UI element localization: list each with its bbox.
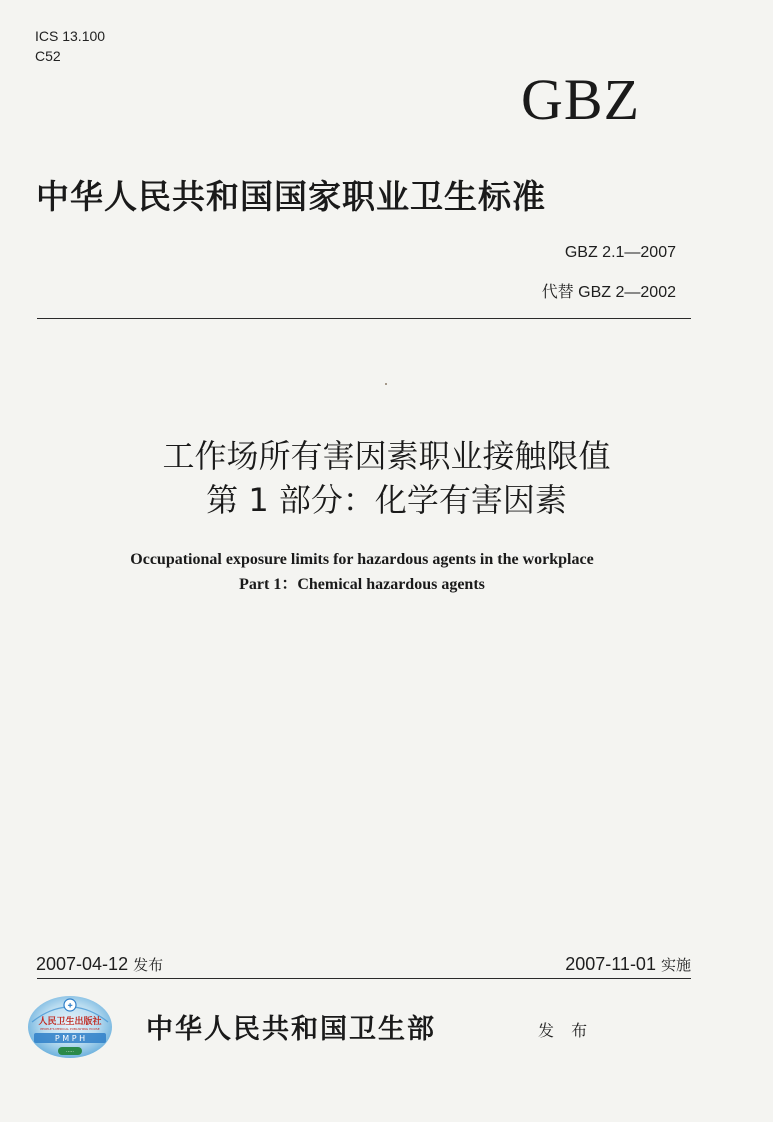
- title-en-line2: Part 1：Chemical hazardous agents: [239, 576, 485, 593]
- replaces-standard: 代替 GBZ 2—2002: [541, 284, 676, 301]
- series-mark: GBZ: [521, 67, 640, 132]
- pmph-publisher-logo: [26, 994, 114, 1062]
- ccs-code: C52: [35, 48, 61, 64]
- title-en-line1: Occupational exposure limits for hazardous agents in the workplace: [130, 551, 594, 568]
- svg-text:✚: ✚: [67, 1002, 73, 1010]
- implement-label: 实施: [660, 956, 691, 974]
- issuer-label: 发 布: [538, 1021, 594, 1040]
- logo-abbr: P M P H: [54, 1034, 86, 1043]
- print-speck: [385, 383, 387, 385]
- title-cn-line2: 第 1 部分：化学有害因素: [206, 481, 567, 519]
- implement-date-block: [565, 952, 691, 977]
- standard-category: 中华人民共和国国家职业卫生标准: [36, 177, 546, 216]
- svg-text:·····: ·····: [66, 1049, 74, 1055]
- logo-publisher-en: PEOPLE'S MEDICAL PUBLISHING HOUSE: [40, 1027, 100, 1031]
- top-divider: [37, 318, 691, 319]
- bottom-divider: [37, 978, 691, 979]
- implement-date: 2007-11-01: [565, 954, 656, 974]
- ics-code: ICS 13.100: [35, 28, 106, 44]
- issue-date-block: [36, 952, 163, 977]
- issuing-authority: 中华人民共和国卫生部: [146, 1014, 436, 1045]
- standard-number: GBZ 2.1—2007: [564, 244, 676, 261]
- issue-label: 发布: [133, 956, 164, 974]
- title-cn-line1: 工作场所有害因素职业接触限值: [162, 437, 611, 475]
- issue-date: 2007-04-12: [36, 954, 129, 974]
- classification-codes: [35, 26, 105, 66]
- logo-publisher-cn: 人民卫生出版社: [38, 1017, 102, 1027]
